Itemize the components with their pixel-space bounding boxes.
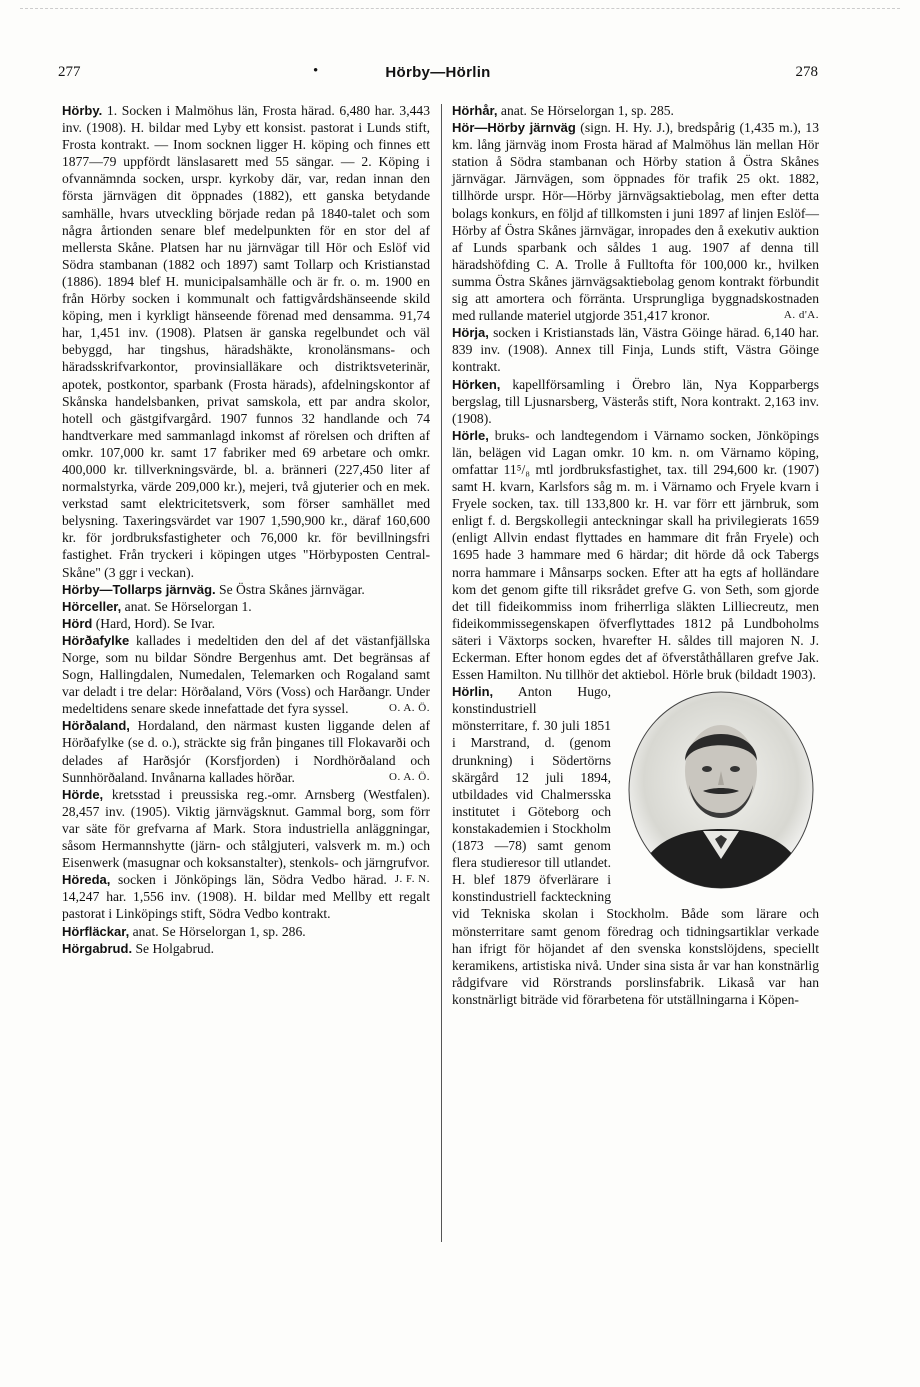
entry-text: bruks- och landtegendom i Värnamo socken, Jönköpings län, belägen vid Lagan omkr. 10 km. n. om Värnamo köping, omfattar 11⁵/₈ mtl jordbruksfastighet, tax. till 294,600 kr. (1907) samt H. kvarn, Karlsfors såg m. m. i Värnamo och Fryele kvarn i Fryele socken, tax. till 133,800 kr. H. var förr ett järnbruk, som enligt f. d. Bergskollegii anteckningar skall ha privilegierats 1659 (enligt Allvin endast flyttades en hammare dit från Fryele) och 1695 hade 3 hammare med 6 härdar; dit hörde då ock Tabergs norra hammare i Månsarps socken. Efter att ha egts af holländare kom det genom gifte till riksrådet grefve G. von Seth, som gjorde det till fideikommiss inom friherrliga släkten Lilliecreutz, men fideikommissegenskapen öfverflyttades 1812 på Lundboholms säteri i Växtorps socken, hvarefter H. såldes till majoren N. J. Eckerman. Efter honom egdes det af öfverståthållaren grefve Jak. Essen Hamilton. Nu tillhör det aktiebol. Hörle bruk (bildadt 1903).: [452, 427, 819, 683]
headword: Hör—Hörby järnväg: [452, 120, 576, 136]
entry-hord: [62, 615, 430, 632]
headword: Hörlin,: [452, 684, 494, 700]
page-number-left: 277: [58, 64, 81, 80]
entry-hor-horby-jarnvag: [452, 119, 819, 324]
headword: Hörðafylke: [62, 632, 130, 648]
scan-edge-line: [20, 8, 900, 9]
portrait-image: [623, 689, 819, 891]
headword: Hörd: [62, 615, 93, 631]
entry-horeda: [62, 871, 430, 922]
headword: Hörhår,: [452, 103, 498, 118]
entry-horhar: [452, 102, 819, 119]
running-title: Hörby—Hörlin: [385, 64, 491, 81]
entry-text: Hordaland, den närmast kusten liggande delen af Hörðafylke (se d. o.), sträckte sig från þinganes till Flokavarði och delades af Harðsjór (Korsfjorden) i Nordhörðaland och Sunnhörðaland. Invånarna kallades hörðar.: [62, 718, 430, 785]
entry-horby-tollarps: [62, 581, 430, 598]
entry-text: Se Holgabrud.: [132, 940, 214, 956]
entry-horken: [452, 376, 819, 427]
headword: Hörðaland,: [62, 718, 130, 734]
headword: Hörde,: [62, 786, 104, 802]
running-header: [58, 64, 818, 88]
portrait-photo: [623, 689, 819, 891]
entry-text: socken i Jönköpings län, Södra Vedbo härad. 14,247 har. 1,556 inv. (1908). H. bildar med Mellby ett regalt pastorat i Linköpings stift, Södra Vedbo kontrakt.: [62, 872, 430, 922]
author-signature: J. F. N.: [394, 873, 430, 886]
entry-text: 1. Socken i Malmöhus län, Frosta härad. 6,480 har. 3,443 inv. (1908). H. bildar med Lyby ett konsist. pastorat i Lunds stift, Frosta kontrakt. — Inom socknen ligger H. köping och finnes ett 1877—79 uppfördt länslasarett med 55 sängar. — 2. Köping i ofvannämnda socken, urspr. kyrkoby där, var, redan innan den första järnvägen dit öppnades (1882), ett ganska betydande samhälle, hvars utveckling började redan på 1840-talet och som några årtionden senare blef medelpunkten för en stor del af mellersta Skåne. Platsen har nu järnvägar till Hör och Eslöf vid Södra stambanan (1882 och 1897) samt Tollarp och Kristianstad (1886). 1894 blef H. municipalsamhälle och är fr. o. m. 1900 en från Hörby socken i kommunalt och fattigvårdshänseende skild köping, men i kyrkligt hänseende förenad med densamma. 91,74 har, 1,451 inv. (1908). Platsen är ganska regelbundet och väl bebyggd, har tingshus, häradshäkte, kronolänsmans- och häradsskrifvarkontor, provinsialläkare och distriktsveterinär, apotek, postkontor, sparbank (Frosta härads), afdelningskontor af Skånska handelsbanken, privat samskola, ett par andra skolor, hotell och gästgifvargård. 1907 funnos 32 handlande och 74 handtverkare med sammanlagd inkomst af rörelsen och driften af omkr. 107,000 kr. samt 17 fabriker med 69 arbetare och omkr. 400,000 kr. tillverkningsvärde, bl. a. bränneri (227,450 liter af normalstyrka, värde 209,000 kr.), mejeri, två gjuterier och en mek. verkstad samt elektricitetsverk, som förser samhället med belysning. Taxeringsvärdet var 1907 1,590,900 kr., däraf 160,600 kr. för jordbruksfastigheter och 76,000 kr. för bevillningsfri fastighet. Från tryckeri i köpingen utges "Hörbyposten Central-Skåne" (3 ggr i veckan).: [62, 103, 430, 580]
headword: Hörby—Tollarps järnväg.: [62, 581, 216, 597]
headword: Hörken,: [452, 376, 501, 392]
entry-text: kapellförsamling i Örebro län, Nya Kopparbergs bergslag, till Ljusnarsberg, Västerås stift, Nora kontrakt. 2,163 inv. (1908).: [452, 376, 819, 426]
left-column: [62, 102, 430, 957]
headword: Hörja,: [452, 325, 489, 341]
column-divider: [441, 104, 442, 1242]
entry-horja: [452, 324, 819, 375]
headword: Hörgabrud.: [62, 940, 133, 956]
headword: Hörfläckar,: [62, 923, 130, 939]
entry-hordaland: [62, 717, 430, 785]
header-bullet: •: [313, 63, 319, 79]
headword: Hörceller,: [62, 598, 122, 614]
author-signature: O. A. Ö.: [389, 702, 430, 715]
entry-text: (sign. H. Hy. J.), bredspårig (1,435 m.), 13 km. lång järnväg inom Frosta härad af Malmöhus län mellan Hör station å Södra stambanan och Hörby station å Östra Skånes järnvägar. Järnvägen, som öppnades för trafik 25 okt. 1882, tillhörde urspr. Hör—Hörby järnvägsaktiebolag, men efter detta bolags konkurs, en följd af tillkomsten i juni 1897 af linjen Eslöf—Hörby af Östra Skånes järnvägar, inropades den å exekutiv auktion af Lunds sparbank och såldes 1 aug. 1907 af denna till häradshöfding C. A. Trolle å Fulltofta för 100,000 kr., hvilken summa Östra Skånes järnvägsaktiebolag genom kontrakt förbundit sig att amortera och förränta. Ursprungliga byggnadskostnaden med rullande materiel utgjorde 351,417 kronor.: [452, 120, 819, 324]
headword: Höreda,: [62, 872, 111, 888]
headword: Hörby.: [62, 103, 103, 118]
headword: Hörle,: [452, 427, 489, 443]
entry-hordafylke: [62, 632, 430, 717]
entry-horby: [62, 102, 430, 581]
entry-text: kretsstad i preussiska reg.-omr. Arnsberg (Westfalen). 28,457 inv. (1905). Viktig järnvägsknut. Gammal borg, som förr var säte för grefvarna af Mark. Stora industriella anläggningar, såsom Hermannshytte (järn- och stålgjuteri, valsverk m. m.) och Eisenwerk (masugnar och koksanstalter), stenkols- och järngrufvor.: [62, 786, 430, 871]
author-signature: A. d'A.: [783, 309, 819, 322]
page-number-right: 278: [795, 64, 818, 80]
entry-text: kallades i medeltiden den del af det västanfjällska Norge, som nu bildar Söndre Bergenhus amt. Det begränsas af Sogn, Hallingdalen, Numedalen, Telemarken och Rogaland samt var deladt i tre delar: Hörðaland, Vörs (Voss) och Harðangr. Under medeltidens senare skede innefattade det fyra syssel.: [62, 632, 430, 717]
entry-horceller: [62, 598, 430, 615]
entry-text: anat. Se Hörselorgan 1.: [121, 598, 252, 614]
entry-horgabrud: [62, 940, 430, 957]
entry-horflackar: [62, 923, 430, 940]
entry-horle: [452, 427, 819, 683]
entry-text: (Hard, Hord). Se Ivar.: [92, 615, 216, 631]
entry-text: Se Östra Skånes järnvägar.: [215, 581, 365, 597]
author-signature: O. A. Ö.: [389, 770, 430, 783]
entry-text: Anton Hugo, konstindustriell mönsterritare, f. 30 juli 1851 i Marstrand, d. (genom drunkning) i Södertörns skärgård 12 juli 1894, utbildades vid Chalmersska institutet i Göteborg och konstakademien i Stockholm (1873 —78) samt genom flera studieresor till utlandet. H. blef 1879 öfverlärare i konstindustriell fackteckning vid Tekniska skolan i Stockholm. Både som lärare och mönsterritare samt genom föredrag och tidningsartiklar verkade han ifrigt för höjandet af den svenska konstslöjdens, speciellt keramikens, artistiska nivå. Under sina sista år var han konstnärlig rådgifvare vid Rörstrands porslinsfabrik. Likaså var han konstnärligt biträde vid förarbetena för utställningarna i Köpen-: [452, 684, 819, 1007]
right-column: [452, 102, 819, 1008]
entry-text: anat. Se Hörselorgan 1, sp. 285.: [497, 103, 674, 118]
entry-text: anat. Se Hörselorgan 1, sp. 286.: [129, 923, 306, 939]
entry-text: socken i Kristianstads län, Västra Göinge härad. 6,140 har. 839 inv. (1908). Annex till Finja, Lunds stift, Västra Göinge kontrakt.: [452, 325, 819, 375]
